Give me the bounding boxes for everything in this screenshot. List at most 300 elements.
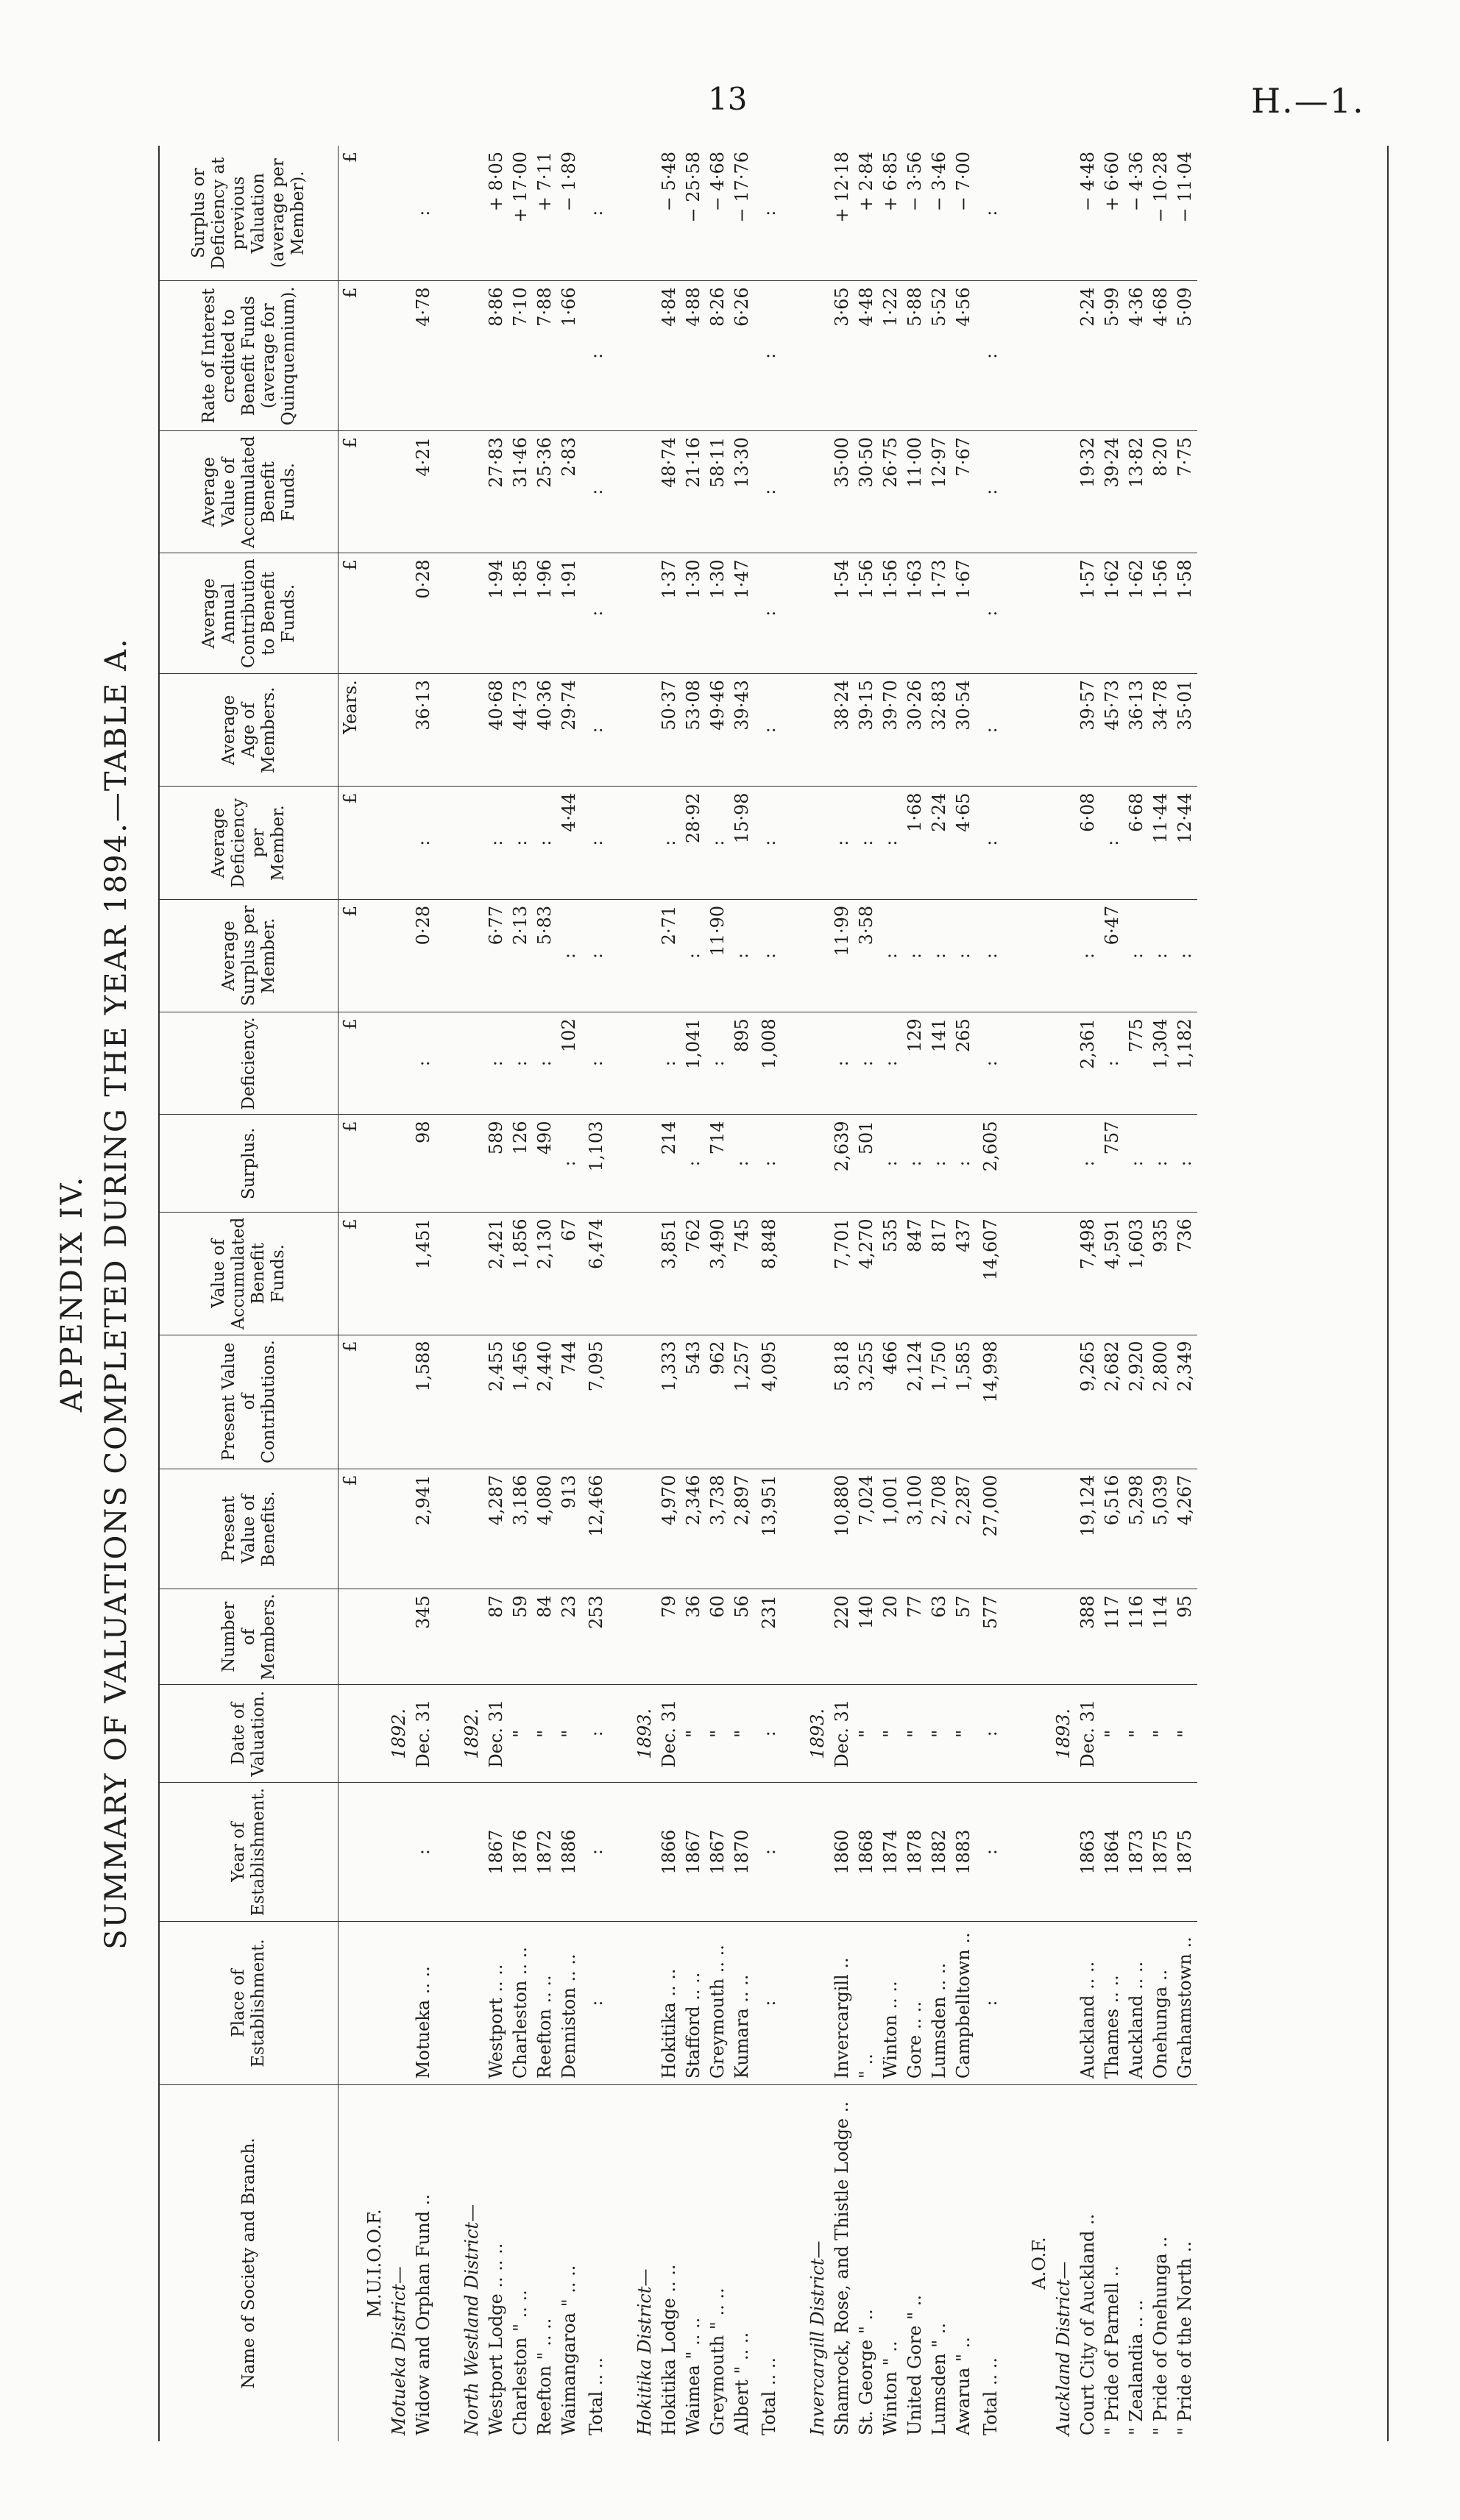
cell-place xyxy=(609,1921,633,2084)
table-row xyxy=(411,146,436,2441)
cell-avg-age: 49·46 xyxy=(706,674,730,787)
cell-valuation-date: : xyxy=(976,1685,1003,1783)
cell-avg-age xyxy=(1003,674,1027,787)
cell-members xyxy=(363,1589,387,1685)
cell-members xyxy=(806,1589,830,1685)
column-header-avg-deficiency: Average Deficiency per Member. xyxy=(159,787,339,899)
cell-members xyxy=(460,1589,484,1685)
cell-interest-rate: 1·22 xyxy=(879,281,903,431)
cell-pv-benefits: 4,267 xyxy=(1173,1469,1197,1589)
cell-avg-deficiency: : xyxy=(581,787,609,899)
cell-year-established: : xyxy=(411,1783,436,1922)
cell-pv-contributions xyxy=(1003,1335,1027,1469)
cell-avg-deficiency: : xyxy=(508,787,533,899)
cell-members: 20 xyxy=(879,1589,903,1685)
cell-surplus xyxy=(782,1115,806,1213)
cell-pv-contributions: 2,800 xyxy=(1149,1335,1173,1469)
cell-avg-contribution: 1·47 xyxy=(730,553,754,674)
cell-accumulated-funds: 7,498 xyxy=(1076,1213,1100,1335)
cell-place: Gore .. .. xyxy=(903,1921,927,2084)
cell-pv-contributions xyxy=(1052,1335,1076,1469)
cell-avg-contribution xyxy=(782,553,806,674)
cell-avg-age: 36·13 xyxy=(1124,674,1149,787)
column-header-accumulated-funds: Value of Accumulated Benefit Funds. xyxy=(159,1213,339,1335)
cell-avg-surplus xyxy=(363,899,387,1012)
cell-society-branch: Waimangaroa " .. .. xyxy=(559,2265,579,2435)
cell-accumulated-funds xyxy=(1052,1213,1076,1335)
cell-avg-age: 53·08 xyxy=(681,674,706,787)
cell-avg-surplus: : xyxy=(557,899,581,1012)
society-row xyxy=(1027,146,1052,2441)
cell-avg-accumulated: 7·75 xyxy=(1173,431,1197,553)
cell-avg-age xyxy=(363,674,387,787)
cell-surplus: 714 xyxy=(706,1115,730,1213)
cell-members: 57 xyxy=(952,1589,976,1685)
cell-members: 117 xyxy=(1100,1589,1124,1685)
cell-avg-deficiency xyxy=(436,787,460,899)
cell-avg-age xyxy=(806,674,830,787)
cell-avg-age: 30·26 xyxy=(903,674,927,787)
cell-avg-age: : xyxy=(754,674,782,787)
cell-surplus: : xyxy=(1149,1115,1173,1213)
cell-avg-age: 38·24 xyxy=(830,674,854,787)
cell-avg-deficiency: : xyxy=(657,787,681,899)
cell-surplus xyxy=(633,1115,657,1213)
cell-pv-benefits: 13,951 xyxy=(754,1469,782,1589)
cell-avg-accumulated: 4·21 xyxy=(411,431,436,553)
appendix-heading: APPENDIX IV. xyxy=(55,1174,89,1413)
cell-interest-rate: 7·88 xyxy=(533,281,557,431)
cell-avg-contribution: 1·85 xyxy=(508,553,533,674)
cell-society-branch: Lumsden " .. xyxy=(929,2322,949,2435)
cell-avg-age xyxy=(633,674,657,787)
cell-avg-contribution xyxy=(363,553,387,674)
cell-society-branch: A.O.F. xyxy=(1029,2237,1049,2290)
cell-pv-benefits: 3,100 xyxy=(903,1469,927,1589)
cell-pv-contributions: 2,920 xyxy=(1124,1335,1149,1469)
cell-pv-contributions: 1,257 xyxy=(730,1335,754,1469)
cell-place xyxy=(1027,1921,1052,2084)
cell-avg-accumulated: 2·83 xyxy=(557,431,581,553)
cell-year-established xyxy=(1052,1783,1076,1922)
table-row xyxy=(730,146,754,2441)
cell-avg-contribution: : xyxy=(581,553,609,674)
cell-avg-surplus: : xyxy=(1124,899,1149,1012)
cell-avg-deficiency: : xyxy=(976,787,1003,899)
cell-interest-rate: 8·26 xyxy=(706,281,730,431)
cell-year-established: 1875 xyxy=(1149,1783,1173,1922)
cell-accumulated-funds xyxy=(782,1213,806,1335)
cell-avg-accumulated xyxy=(436,431,460,553)
table-bottom-rule xyxy=(1387,146,1389,2441)
cell-members: 253 xyxy=(581,1589,609,1685)
cell-avg-age: 39·57 xyxy=(1076,674,1100,787)
cell-interest-rate: 6·26 xyxy=(730,281,754,431)
cell-interest-rate: 7·10 xyxy=(508,281,533,431)
cell-pv-benefits: 4,287 xyxy=(484,1469,508,1589)
cell-avg-accumulated xyxy=(460,431,484,553)
cell-avg-age xyxy=(436,674,460,787)
cell-interest-rate: £ xyxy=(339,281,364,431)
cell-avg-contribution: 1·56 xyxy=(1149,553,1173,674)
cell-avg-age: Years. xyxy=(339,674,364,787)
cell-avg-surplus: 11·99 xyxy=(830,899,854,1012)
cell-avg-accumulated: 27·83 xyxy=(484,431,508,553)
cell-place: Invercargill .. xyxy=(830,1921,854,2084)
cell-place xyxy=(1052,1921,1076,2084)
cell-pv-contributions: 3,255 xyxy=(854,1335,879,1469)
cell-deficiency xyxy=(782,1012,806,1115)
cell-interest-rate xyxy=(1052,281,1076,431)
cell-avg-age xyxy=(387,674,411,787)
cell-avg-age: 45·73 xyxy=(1100,674,1124,787)
cell-avg-deficiency: : xyxy=(411,787,436,899)
column-header-avg-accumulated: Average Value of Accumulated Benefit Funds. xyxy=(159,431,339,553)
cell-year-established: 1868 xyxy=(854,1783,879,1922)
cell-accumulated-funds: 3,851 xyxy=(657,1213,681,1335)
cell-avg-surplus: 0·28 xyxy=(411,899,436,1012)
cell-accumulated-funds xyxy=(436,1213,460,1335)
cell-pv-benefits xyxy=(633,1469,657,1589)
district-row xyxy=(1052,146,1076,2441)
cell-surplus: : xyxy=(927,1115,952,1213)
cell-accumulated-funds: 8,848 xyxy=(754,1213,782,1335)
cell-avg-age: 35·01 xyxy=(1173,674,1197,787)
cell-avg-surplus: : xyxy=(1173,899,1197,1012)
cell-avg-deficiency xyxy=(1052,787,1076,899)
cell-avg-surplus xyxy=(1027,899,1052,1012)
cell-accumulated-funds xyxy=(387,1213,411,1335)
cell-accumulated-funds: 14,607 xyxy=(976,1213,1003,1335)
cell-deficiency xyxy=(609,1012,633,1115)
cell-accumulated-funds: 1,451 xyxy=(411,1213,436,1335)
cell-valuation-date: " xyxy=(557,1685,581,1783)
cell-previous-valuation xyxy=(633,146,657,281)
cell-avg-deficiency: : xyxy=(706,787,730,899)
cell-year-established: 1870 xyxy=(730,1783,754,1922)
cell-pv-contributions: 1,333 xyxy=(657,1335,681,1469)
cell-valuation-date: Dec. 31 xyxy=(657,1685,681,1783)
cell-place xyxy=(339,1921,364,2084)
cell-surplus xyxy=(1003,1115,1027,1213)
cell-interest-rate xyxy=(633,281,657,431)
column-header-previous-valuation: Surplus or Deficiency at previous Valuation (average per Member). xyxy=(159,146,339,281)
cell-surplus: 214 xyxy=(657,1115,681,1213)
table-row xyxy=(782,146,806,2441)
cell-avg-age: 29·74 xyxy=(557,674,581,787)
cell-valuation-date: " xyxy=(927,1685,952,1783)
cell-previous-valuation: − 3·56 xyxy=(903,146,927,281)
cell-pv-benefits xyxy=(782,1469,806,1589)
cell-interest-rate: 4·36 xyxy=(1124,281,1149,431)
rotated-table-block xyxy=(55,146,1395,2441)
cell-year-established: : xyxy=(581,1783,609,1922)
cell-avg-deficiency: : xyxy=(754,787,782,899)
cell-deficiency: 775 xyxy=(1124,1012,1149,1115)
cell-interest-rate xyxy=(806,281,830,431)
cell-year-established xyxy=(387,1783,411,1922)
total-row xyxy=(754,146,782,2441)
table-row xyxy=(706,146,730,2441)
cell-deficiency xyxy=(806,1012,830,1115)
cell-avg-contribution: 1·30 xyxy=(681,553,706,674)
cell-accumulated-funds xyxy=(363,1213,387,1335)
cell-accumulated-funds: 535 xyxy=(879,1213,903,1335)
cell-previous-valuation xyxy=(436,146,460,281)
cell-avg-surplus xyxy=(806,899,830,1012)
cell-previous-valuation: − 5·48 xyxy=(657,146,681,281)
table-row xyxy=(508,146,533,2441)
cell-place: Greymouth .. .. xyxy=(706,1921,730,2084)
cell-society-branch: Court City of Auckland .. xyxy=(1077,2213,1098,2435)
cell-previous-valuation xyxy=(363,146,387,281)
cell-avg-age: 39·15 xyxy=(854,674,879,787)
cell-year-established: 1864 xyxy=(1100,1783,1124,1922)
cell-avg-surplus xyxy=(460,899,484,1012)
cell-avg-contribution xyxy=(806,553,830,674)
cell-interest-rate: 4·84 xyxy=(657,281,681,431)
cell-interest-rate xyxy=(782,281,806,431)
cell-valuation-date: Dec. 31 xyxy=(484,1685,508,1783)
cell-surplus: 2,639 xyxy=(830,1115,854,1213)
cell-valuation-date: " xyxy=(854,1685,879,1783)
cell-pv-benefits xyxy=(387,1469,411,1589)
cell-avg-surplus: : xyxy=(1076,899,1100,1012)
cell-pv-benefits xyxy=(806,1469,830,1589)
cell-members: 140 xyxy=(854,1589,879,1685)
table-body xyxy=(339,146,1198,2441)
cell-pv-benefits xyxy=(609,1469,633,1589)
cell-previous-valuation: − 3·46 xyxy=(927,146,952,281)
cell-interest-rate: 5·99 xyxy=(1100,281,1124,431)
cell-place: Auckland .. .. xyxy=(1124,1921,1149,2084)
cell-avg-surplus: : xyxy=(879,899,903,1012)
cell-avg-contribution xyxy=(1027,553,1052,674)
cell-avg-age: 40·36 xyxy=(533,674,557,787)
cell-previous-valuation: − 10·28 xyxy=(1149,146,1173,281)
cell-members: 36 xyxy=(681,1589,706,1685)
cell-valuation-date xyxy=(339,1685,364,1783)
parliamentary-reference: H.—1. xyxy=(1251,81,1365,121)
cell-avg-age: 36·13 xyxy=(411,674,436,787)
cell-surplus: 98 xyxy=(411,1115,436,1213)
cell-society-branch: Invercargill District— xyxy=(807,2240,828,2435)
table-row xyxy=(903,146,927,2441)
cell-pv-contributions: 962 xyxy=(706,1335,730,1469)
cell-interest-rate: 4·78 xyxy=(411,281,436,431)
cell-avg-contribution: 1·54 xyxy=(830,553,854,674)
cell-avg-contribution: 1·56 xyxy=(854,553,879,674)
cell-accumulated-funds: 7,701 xyxy=(830,1213,854,1335)
cell-society-branch: " Pride of Parnell .. xyxy=(1102,2265,1122,2435)
cell-pv-contributions xyxy=(806,1335,830,1469)
cell-surplus xyxy=(806,1115,830,1213)
cell-society-branch: Reefton " .. .. xyxy=(534,2318,555,2435)
cell-deficiency: 2,361 xyxy=(1076,1012,1100,1115)
cell-interest-rate: 2·24 xyxy=(1076,281,1100,431)
cell-previous-valuation: : xyxy=(581,146,609,281)
cell-surplus: 589 xyxy=(484,1115,508,1213)
cell-pv-contributions: 543 xyxy=(681,1335,706,1469)
cell-pv-benefits: 19,124 xyxy=(1076,1469,1100,1589)
cell-deficiency: : xyxy=(976,1012,1003,1115)
cell-accumulated-funds xyxy=(609,1213,633,1335)
cell-avg-accumulated xyxy=(363,431,387,553)
cell-valuation-date: Dec. 31 xyxy=(1076,1685,1100,1783)
cell-members xyxy=(782,1589,806,1685)
cell-avg-contribution: 1·73 xyxy=(927,553,952,674)
cell-pv-benefits: 2,708 xyxy=(927,1469,952,1589)
cell-pv-contributions: 4,095 xyxy=(754,1335,782,1469)
cell-avg-accumulated: 25·36 xyxy=(533,431,557,553)
cell-society-branch: Winton " .. xyxy=(880,2340,901,2435)
cell-deficiency: 1,008 xyxy=(754,1012,782,1115)
cell-avg-surplus: 3·58 xyxy=(854,899,879,1012)
cell-avg-deficiency: : xyxy=(830,787,854,899)
cell-year-established: 1863 xyxy=(1076,1783,1100,1922)
cell-deficiency xyxy=(1052,1012,1076,1115)
cell-pv-benefits xyxy=(363,1469,387,1589)
cell-pv-benefits: 3,186 xyxy=(508,1469,533,1589)
cell-avg-deficiency xyxy=(609,787,633,899)
cell-interest-rate: 4·48 xyxy=(854,281,879,431)
cell-deficiency: 141 xyxy=(927,1012,952,1115)
cell-avg-age: 39·43 xyxy=(730,674,754,787)
cell-year-established xyxy=(1003,1783,1027,1922)
cell-avg-deficiency: 1·68 xyxy=(903,787,927,899)
column-header-avg-age: Average Age of Members. xyxy=(159,674,339,787)
cell-surplus: : xyxy=(1076,1115,1100,1213)
table-row xyxy=(609,146,633,2441)
cell-society-branch xyxy=(1003,2085,1027,2441)
cell-avg-accumulated: : xyxy=(581,431,609,553)
cell-accumulated-funds: 67 xyxy=(557,1213,581,1335)
cell-avg-contribution xyxy=(460,553,484,674)
cell-pv-benefits xyxy=(1027,1469,1052,1589)
table-row xyxy=(854,146,879,2441)
cell-previous-valuation: − 4·68 xyxy=(706,146,730,281)
cell-previous-valuation: − 7·00 xyxy=(952,146,976,281)
cell-avg-contribution: £ xyxy=(339,553,364,674)
cell-members: 23 xyxy=(557,1589,581,1685)
cell-avg-deficiency: 6·68 xyxy=(1124,787,1149,899)
cell-avg-surplus: 2·13 xyxy=(508,899,533,1012)
cell-deficiency: 265 xyxy=(952,1012,976,1115)
cell-avg-age xyxy=(460,674,484,787)
cell-previous-valuation xyxy=(782,146,806,281)
cell-previous-valuation: − 4·48 xyxy=(1076,146,1100,281)
table-row xyxy=(927,146,952,2441)
cell-deficiency: : xyxy=(484,1012,508,1115)
cell-members xyxy=(609,1589,633,1685)
cell-society-branch: Widow and Orphan Fund .. xyxy=(413,2194,433,2435)
cell-year-established xyxy=(609,1783,633,1922)
cell-place xyxy=(460,1921,484,2084)
cell-year-established xyxy=(806,1783,830,1922)
column-header-avg-contribution: Average Annual Contribution to Benefit Funds. xyxy=(159,553,339,674)
cell-avg-contribution: 1·67 xyxy=(952,553,976,674)
cell-place: Campbelltown .. xyxy=(952,1921,976,2084)
cell-avg-deficiency xyxy=(387,787,411,899)
district-row xyxy=(387,146,411,2441)
cell-year-established: : xyxy=(754,1783,782,1922)
cell-place: Reefton .. .. xyxy=(533,1921,557,2084)
cell-valuation-date: " xyxy=(952,1685,976,1783)
cell-members: 87 xyxy=(484,1589,508,1685)
cell-avg-contribution: 1·58 xyxy=(1173,553,1197,674)
cell-members: 63 xyxy=(927,1589,952,1685)
cell-previous-valuation xyxy=(1027,146,1052,281)
cell-interest-rate: 4·68 xyxy=(1149,281,1173,431)
cell-deficiency: 102 xyxy=(557,1012,581,1115)
cell-avg-contribution: 1·57 xyxy=(1076,553,1100,674)
cell-place xyxy=(387,1921,411,2084)
cell-accumulated-funds xyxy=(1027,1213,1052,1335)
cell-accumulated-funds: 847 xyxy=(903,1213,927,1335)
table-row xyxy=(557,146,581,2441)
table-title: SUMMARY OF VALUATIONS COMPLETED DURING THE YEAR 1894.—TABLE A. xyxy=(99,637,133,1950)
cell-previous-valuation xyxy=(609,146,633,281)
cell-society-branch: " Pride of the North .. xyxy=(1174,2241,1195,2435)
cell-society-branch: " Pride of Onehunga .. xyxy=(1150,2236,1171,2435)
cell-avg-surplus: : xyxy=(681,899,706,1012)
cell-pv-benefits: 4,080 xyxy=(533,1469,557,1589)
cell-avg-accumulated: 48·74 xyxy=(657,431,681,553)
society-row xyxy=(363,146,387,2441)
cell-avg-surplus: : xyxy=(976,899,1003,1012)
cell-avg-accumulated xyxy=(1052,431,1076,553)
district-row xyxy=(806,146,830,2441)
cell-surplus: 757 xyxy=(1100,1115,1124,1213)
cell-surplus: £ xyxy=(339,1115,364,1213)
cell-previous-valuation: − 11·04 xyxy=(1173,146,1197,281)
cell-avg-accumulated: 12·97 xyxy=(927,431,952,553)
cell-avg-surplus: : xyxy=(903,899,927,1012)
cell-interest-rate xyxy=(609,281,633,431)
cell-deficiency xyxy=(1003,1012,1027,1115)
cell-avg-deficiency: 12·44 xyxy=(1173,787,1197,899)
cell-society-branch: Awarua " .. xyxy=(953,2337,974,2435)
cell-deficiency: 1,041 xyxy=(681,1012,706,1115)
cell-members xyxy=(1003,1589,1027,1685)
cell-pv-contributions xyxy=(363,1335,387,1469)
cell-avg-contribution: 1·62 xyxy=(1100,553,1124,674)
cell-avg-surplus: £ xyxy=(339,899,364,1012)
cell-members: 77 xyxy=(903,1589,927,1685)
cell-year-established: 1878 xyxy=(903,1783,927,1922)
cell-place xyxy=(633,1921,657,2084)
cell-valuation-date xyxy=(363,1685,387,1783)
cell-avg-age: 39·70 xyxy=(879,674,903,787)
cell-pv-benefits: 2,941 xyxy=(411,1469,436,1589)
cell-previous-valuation: : xyxy=(411,146,436,281)
cell-society-branch: Hokitika Lodge .. .. xyxy=(659,2264,679,2435)
cell-members: 231 xyxy=(754,1589,782,1685)
cell-avg-accumulated: 39·24 xyxy=(1100,431,1124,553)
cell-avg-accumulated xyxy=(387,431,411,553)
cell-previous-valuation: − 25·58 xyxy=(681,146,706,281)
cell-avg-age: 40·68 xyxy=(484,674,508,787)
cell-year-established: 1860 xyxy=(830,1783,854,1922)
cell-avg-age xyxy=(1052,674,1076,787)
cell-avg-accumulated: 13·30 xyxy=(730,431,754,553)
cell-previous-valuation: + 6·85 xyxy=(879,146,903,281)
cell-interest-rate: 5·09 xyxy=(1173,281,1197,431)
cell-year-established: 1886 xyxy=(557,1783,581,1922)
cell-valuation-date: " xyxy=(1124,1685,1149,1783)
cell-avg-surplus: 11·90 xyxy=(706,899,730,1012)
cell-pv-benefits: 10,880 xyxy=(830,1469,854,1589)
